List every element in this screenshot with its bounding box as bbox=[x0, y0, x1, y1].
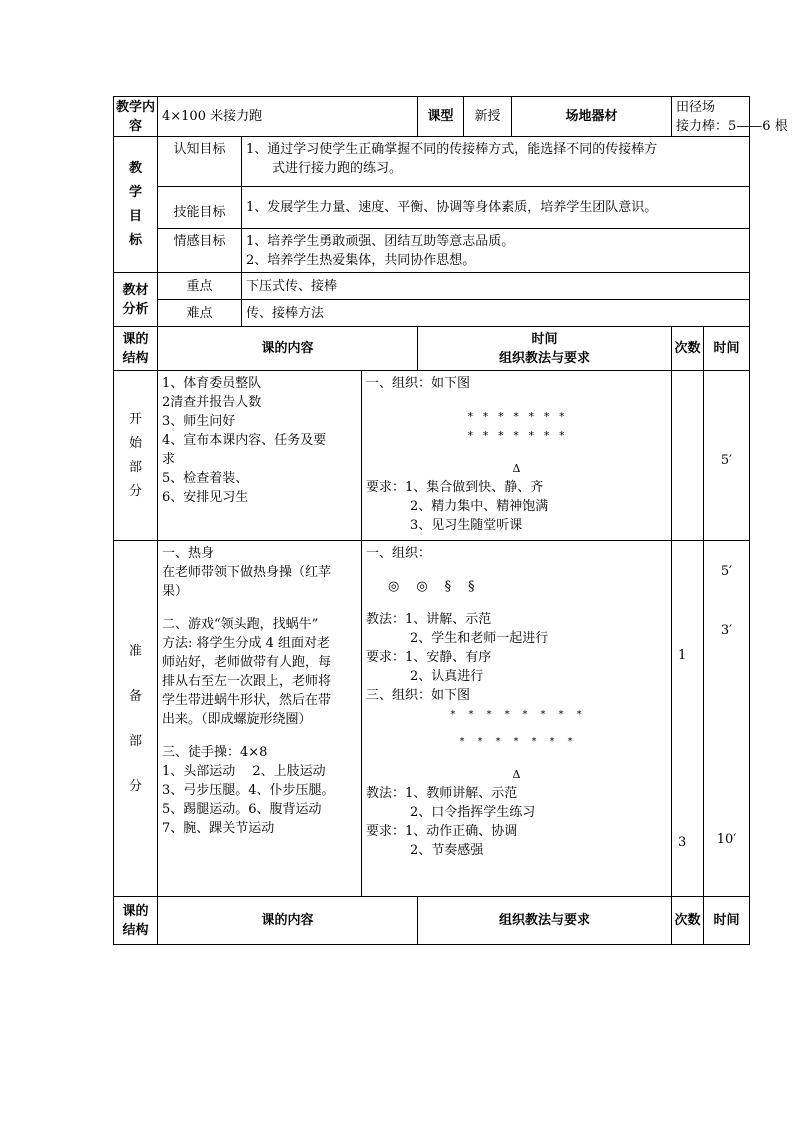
venue-value: 田径场 接力棒：5——6 根 bbox=[672, 97, 750, 137]
prep-time: 5′ 3′ 10′ bbox=[704, 541, 750, 897]
difficulty-value: 传、接棒方法 bbox=[242, 300, 750, 327]
formation-row: * * * * * * * bbox=[458, 736, 575, 747]
formation-row: * * * * * * * bbox=[466, 410, 567, 423]
col-content: 课的内容 bbox=[158, 897, 418, 945]
col-time: 时间 bbox=[704, 327, 750, 371]
goal-text: 1、通过学习使学生正确掌握不同的传接棒方式，能选择不同的传接棒方 式进行接力跑的练习。 bbox=[242, 137, 750, 187]
analysis-row-difficulty bbox=[114, 300, 750, 327]
prep-count: 1 3 bbox=[672, 541, 704, 897]
start-label: 开 始 部 分 bbox=[114, 371, 158, 541]
col-method: 时间 组织教法与要求 bbox=[418, 327, 672, 371]
goal-text: 1、发展学生力量、速度、平衡、协调等身体素质，培养学生团队意识。 bbox=[242, 187, 750, 229]
goal-name: 技能目标 bbox=[158, 187, 242, 229]
start-content: 1、体育委员整队 2清查并报告人数 3、师生问好 4、宣布本课内容、任务及要 求 5、检查着装、 6、安排见习生 bbox=[158, 371, 362, 541]
teacher-triangle: Δ bbox=[512, 462, 521, 475]
teacher-triangle: Δ bbox=[512, 768, 521, 781]
analysis-row-key bbox=[114, 273, 750, 300]
prep-label: 准 备 部 分 bbox=[114, 541, 158, 897]
formation-row: * * * * * * * bbox=[466, 429, 567, 442]
column-header-row bbox=[114, 327, 750, 371]
col-time: 时间 bbox=[704, 897, 750, 945]
formation-symbols: ◎ ◎ § § bbox=[388, 579, 477, 594]
goal-row-cognitive bbox=[114, 137, 750, 187]
key-label: 重点 bbox=[158, 273, 242, 300]
label-content: 教学内容 bbox=[114, 97, 158, 137]
lesson-content: 4×100 米接力跑 bbox=[158, 97, 418, 137]
start-time: 5′ bbox=[704, 371, 750, 541]
goal-text: 1、培养学生勇敢顽强、团结互助等意志品质。 2、培养学生热爱集体，共同协作思想。 bbox=[242, 229, 750, 273]
prep-row bbox=[114, 541, 750, 897]
goals-label: 教 学 目 标 bbox=[114, 137, 158, 273]
lesson-plan-table bbox=[113, 96, 788, 945]
difficulty-label: 难点 bbox=[158, 300, 242, 327]
start-method: 一、组织：如下图 * * * * * * * * * * * * * * Δ 要求：1、集合做到快、静、齐 2、精力集中、精神饱满 3、见习生随堂听课 bbox=[362, 371, 672, 541]
col-count: 次数 bbox=[672, 327, 704, 371]
goal-name: 认知目标 bbox=[158, 137, 242, 187]
goal-row-skill bbox=[114, 187, 750, 229]
key-value: 下压式传、接棒 bbox=[242, 273, 750, 300]
col-structure: 课的 结构 bbox=[114, 327, 158, 371]
analysis-label: 教材 分析 bbox=[114, 273, 158, 327]
lesson-plan-sheet bbox=[113, 96, 788, 945]
column-header-row-repeat bbox=[114, 897, 750, 945]
start-row bbox=[114, 371, 750, 541]
lesson-type: 新授 bbox=[464, 97, 512, 137]
col-count: 次数 bbox=[672, 897, 704, 945]
prep-content: 一、热身 在老师带领下做热身操（红苹 果） 二、游戏“领头跑，找蜗牛” 方法: 将学生分成 4 组面对老 师站好，老师做带有人跑，每 排从右至左一次跟上，老师将 学生带进蜗牛形状，然后在带 出来。（即成螺旋形绕圈） 三、徒手操：4×8 1、头部运动 2、上肢运动 3、弓步压腿。4、仆步压腿。 5、踢腿运动。6、腹背运动 7、腕、踝关节运动 bbox=[158, 541, 362, 897]
label-venue: 场地器材 bbox=[512, 97, 672, 137]
start-count bbox=[672, 371, 704, 541]
goal-row-emotion bbox=[114, 229, 750, 273]
col-content: 课的内容 bbox=[158, 327, 418, 371]
label-type: 课型 bbox=[418, 97, 464, 137]
formation-row: * * * * * * * * bbox=[449, 709, 584, 720]
col-structure: 课的 结构 bbox=[114, 897, 158, 945]
goal-name: 情感目标 bbox=[158, 229, 242, 273]
header-row bbox=[114, 97, 750, 137]
col-method: 组织教法与要求 bbox=[418, 897, 672, 945]
prep-method: 一、组织： ◎ ◎ § § 教法：1、讲解、示范 2、学生和老师一起进行 要求：1、安静、有序 2、认真进行 三、组织：如下图 * * * * * * * * * * * * * * * Δ 教法：1、教师讲解、示范 2、口令指挥学生练习 要求：1、动作正确、协调 2、节奏感强 bbox=[362, 541, 672, 897]
